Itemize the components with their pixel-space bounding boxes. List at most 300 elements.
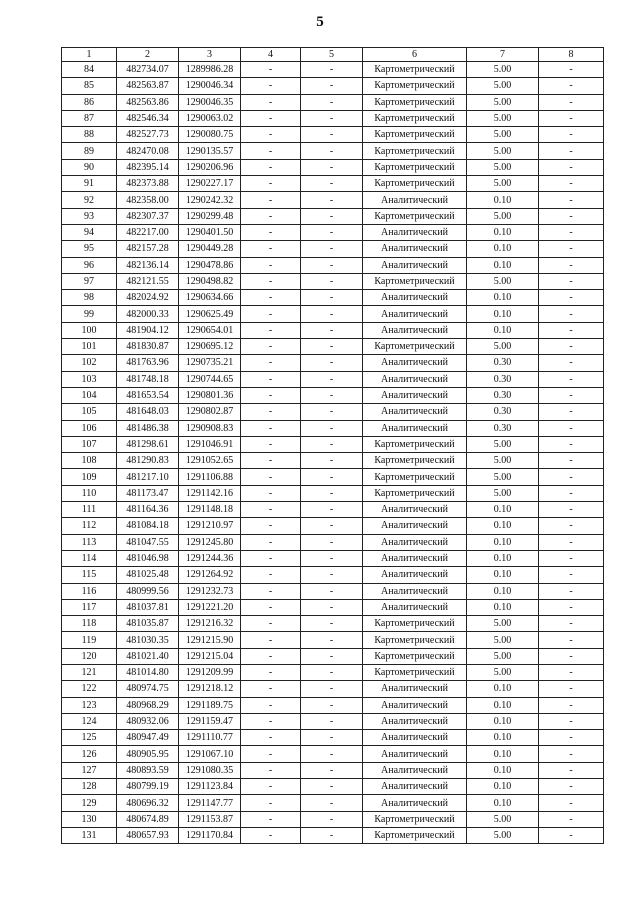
table-cell: 1291046.91	[179, 436, 241, 452]
table-row	[62, 746, 604, 762]
table-cell: -	[539, 664, 604, 680]
column-header-1: 1	[62, 48, 117, 62]
table-cell: -	[301, 143, 363, 159]
table-cell: 480905.95	[117, 746, 179, 762]
table-row	[62, 387, 604, 403]
table-cell: 88	[62, 127, 117, 143]
table-cell: 0.30	[467, 371, 539, 387]
table-cell: -	[301, 94, 363, 110]
table-cell: 481037.81	[117, 599, 179, 615]
table-cell: 482121.55	[117, 273, 179, 289]
table-cell: -	[241, 208, 301, 224]
table-cell: -	[241, 502, 301, 518]
table-cell: 0.10	[467, 762, 539, 778]
table-cell: 480932.06	[117, 713, 179, 729]
table-cell: 481648.03	[117, 404, 179, 420]
table-cell: Аналитический	[363, 290, 467, 306]
column-header-3: 3	[179, 48, 241, 62]
table-cell: Аналитический	[363, 795, 467, 811]
table-cell: -	[241, 110, 301, 126]
table-cell: 481164.36	[117, 502, 179, 518]
table-cell: 1290206.96	[179, 159, 241, 175]
table-cell: -	[539, 78, 604, 94]
table-cell: 1290299.48	[179, 208, 241, 224]
table-cell: -	[539, 159, 604, 175]
table-cell: -	[241, 550, 301, 566]
table-cell: 482136.14	[117, 257, 179, 273]
table-row	[62, 664, 604, 680]
table-cell: -	[301, 420, 363, 436]
table-cell: 1291245.80	[179, 534, 241, 550]
table-cell: 481763.96	[117, 355, 179, 371]
table-cell: -	[539, 273, 604, 289]
table-cell: 5.00	[467, 827, 539, 843]
table-cell: 480674.89	[117, 811, 179, 827]
table-cell: -	[241, 404, 301, 420]
table-row	[62, 697, 604, 713]
table-cell: -	[241, 420, 301, 436]
table-row	[62, 827, 604, 843]
table-cell: -	[241, 697, 301, 713]
table-cell: -	[539, 730, 604, 746]
table-cell: Картометрический	[363, 339, 467, 355]
table-cell: Картометрический	[363, 827, 467, 843]
table-cell: 480657.93	[117, 827, 179, 843]
table-cell: -	[301, 290, 363, 306]
table-cell: 105	[62, 404, 117, 420]
table-cell: 1291244.36	[179, 550, 241, 566]
table-cell: 1291052.65	[179, 453, 241, 469]
table-cell: 0.10	[467, 779, 539, 795]
table-cell: 130	[62, 811, 117, 827]
table-cell: -	[301, 713, 363, 729]
table-cell: Аналитический	[363, 697, 467, 713]
table-cell: 481084.18	[117, 518, 179, 534]
table-cell: 482470.08	[117, 143, 179, 159]
table-cell: 480893.59	[117, 762, 179, 778]
table-cell: 1290449.28	[179, 241, 241, 257]
table-cell: 481046.98	[117, 550, 179, 566]
table-cell: -	[301, 306, 363, 322]
table-cell: 125	[62, 730, 117, 746]
table-cell: -	[539, 697, 604, 713]
table-cell: -	[301, 208, 363, 224]
table-cell: -	[539, 436, 604, 452]
table-cell: 481030.35	[117, 632, 179, 648]
table-cell: 115	[62, 567, 117, 583]
table-cell: 124	[62, 713, 117, 729]
table-cell: 5.00	[467, 159, 539, 175]
table-cell: -	[241, 746, 301, 762]
table-cell: 1290654.01	[179, 322, 241, 338]
table-cell: 480974.75	[117, 681, 179, 697]
table-cell: 128	[62, 779, 117, 795]
table-cell: -	[301, 436, 363, 452]
table-row	[62, 713, 604, 729]
table-cell: Картометрический	[363, 632, 467, 648]
table-cell: Картометрический	[363, 436, 467, 452]
table-cell: 481653.54	[117, 387, 179, 403]
table-cell: Картометрический	[363, 811, 467, 827]
table-cell: Аналитический	[363, 387, 467, 403]
table-cell: -	[539, 224, 604, 240]
table-row	[62, 306, 604, 322]
table-row	[62, 127, 604, 143]
table-cell: Аналитический	[363, 322, 467, 338]
table-row	[62, 681, 604, 697]
table-row	[62, 469, 604, 485]
table-cell: 104	[62, 387, 117, 403]
table-cell: 1291216.32	[179, 616, 241, 632]
table-cell: 482358.00	[117, 192, 179, 208]
table-cell: -	[539, 176, 604, 192]
table-row	[62, 811, 604, 827]
page-number: 5	[316, 14, 324, 30]
table-cell: -	[241, 306, 301, 322]
table-cell: -	[539, 257, 604, 273]
table-cell: 481298.61	[117, 436, 179, 452]
table-cell: -	[539, 632, 604, 648]
table-cell: 99	[62, 306, 117, 322]
column-header-2: 2	[117, 48, 179, 62]
table-cell: -	[539, 713, 604, 729]
table-row	[62, 208, 604, 224]
table-cell: Аналитический	[363, 779, 467, 795]
table-cell: -	[241, 273, 301, 289]
table-cell: 1291215.90	[179, 632, 241, 648]
table-cell: -	[301, 469, 363, 485]
table-cell: 5.00	[467, 664, 539, 680]
table-row	[62, 436, 604, 452]
table-cell: 122	[62, 681, 117, 697]
table-cell: -	[539, 469, 604, 485]
table-cell: Картометрический	[363, 208, 467, 224]
table-cell: -	[241, 762, 301, 778]
table-cell: Аналитический	[363, 599, 467, 615]
table-row	[62, 599, 604, 615]
table-cell: 127	[62, 762, 117, 778]
table-cell: -	[241, 632, 301, 648]
table-cell: 0.10	[467, 583, 539, 599]
table-cell: 107	[62, 436, 117, 452]
table-cell: 0.10	[467, 306, 539, 322]
table-cell: -	[241, 339, 301, 355]
table-cell: 481035.87	[117, 616, 179, 632]
table-row	[62, 648, 604, 664]
table-cell: -	[539, 355, 604, 371]
table-cell: 119	[62, 632, 117, 648]
table-cell: -	[539, 94, 604, 110]
table-cell: -	[539, 322, 604, 338]
table-cell: 5.00	[467, 273, 539, 289]
table-cell: -	[241, 371, 301, 387]
table-cell: 5.00	[467, 648, 539, 664]
table-row	[62, 273, 604, 289]
table-cell: 482563.87	[117, 78, 179, 94]
table-cell: -	[539, 518, 604, 534]
table-cell: 5.00	[467, 453, 539, 469]
table-cell: 481025.48	[117, 567, 179, 583]
table-cell: 102	[62, 355, 117, 371]
table-cell: 1291148.18	[179, 502, 241, 518]
table-cell: -	[241, 62, 301, 78]
table-cell: 0.10	[467, 518, 539, 534]
table-cell: 481486.38	[117, 420, 179, 436]
table-cell: -	[241, 224, 301, 240]
table-cell: Аналитический	[363, 224, 467, 240]
table-cell: -	[241, 355, 301, 371]
table-cell: 481173.47	[117, 485, 179, 501]
table-cell: 0.30	[467, 355, 539, 371]
table-cell: 481904.12	[117, 322, 179, 338]
table-cell: 482157.28	[117, 241, 179, 257]
table-cell: 0.10	[467, 224, 539, 240]
table-row	[62, 257, 604, 273]
table-row	[62, 420, 604, 436]
table-cell: Аналитический	[363, 746, 467, 762]
table-cell: Аналитический	[363, 371, 467, 387]
table-row	[62, 94, 604, 110]
table-cell: -	[241, 730, 301, 746]
table-cell: -	[241, 143, 301, 159]
table-cell: Картометрический	[363, 78, 467, 94]
table-cell: -	[539, 387, 604, 403]
table-cell: -	[539, 811, 604, 827]
table-row	[62, 502, 604, 518]
table-cell: -	[241, 713, 301, 729]
column-header-7: 7	[467, 48, 539, 62]
table-cell: Картометрический	[363, 273, 467, 289]
table-cell: 1291159.47	[179, 713, 241, 729]
table-cell: -	[241, 567, 301, 583]
table-cell: -	[301, 257, 363, 273]
table-cell: -	[301, 681, 363, 697]
table-cell: 95	[62, 241, 117, 257]
table-cell: -	[241, 257, 301, 273]
table-cell: Картометрический	[363, 127, 467, 143]
table-cell: 1291209.99	[179, 664, 241, 680]
table-cell: -	[241, 664, 301, 680]
table-cell: 1291080.35	[179, 762, 241, 778]
table-cell: 482000.33	[117, 306, 179, 322]
table-cell: 0.10	[467, 534, 539, 550]
table-row	[62, 567, 604, 583]
table-cell: 0.10	[467, 290, 539, 306]
table-cell: 482024.92	[117, 290, 179, 306]
table-cell: -	[301, 534, 363, 550]
table-row	[62, 534, 604, 550]
table-cell: 1291147.77	[179, 795, 241, 811]
table-row	[62, 779, 604, 795]
table-cell: 1291153.87	[179, 811, 241, 827]
table-cell: 1290046.35	[179, 94, 241, 110]
table-cell: -	[539, 143, 604, 159]
column-header-8: 8	[539, 48, 604, 62]
table-cell: -	[241, 78, 301, 94]
table-cell: 0.10	[467, 697, 539, 713]
table-cell: 123	[62, 697, 117, 713]
table-cell: 92	[62, 192, 117, 208]
table-cell: Аналитический	[363, 306, 467, 322]
table-cell: -	[301, 730, 363, 746]
table-cell: 1290744.65	[179, 371, 241, 387]
table-cell: Картометрический	[363, 143, 467, 159]
table-cell: Аналитический	[363, 730, 467, 746]
table-row	[62, 62, 604, 78]
table-cell: 5.00	[467, 110, 539, 126]
table-cell: 1290802.87	[179, 404, 241, 420]
table-cell: -	[539, 420, 604, 436]
table-cell: Аналитический	[363, 257, 467, 273]
table-cell: 1290242.32	[179, 192, 241, 208]
table-cell: 480799.19	[117, 779, 179, 795]
table-cell: 1290227.17	[179, 176, 241, 192]
table-cell: 5.00	[467, 94, 539, 110]
column-header-5: 5	[301, 48, 363, 62]
table-cell: -	[539, 550, 604, 566]
table-cell: -	[539, 762, 604, 778]
table-cell: -	[241, 795, 301, 811]
table-cell: 481014.80	[117, 664, 179, 680]
table-cell: 481217.10	[117, 469, 179, 485]
table-cell: -	[241, 159, 301, 175]
table-cell: 1290908.83	[179, 420, 241, 436]
table-cell: 1290634.66	[179, 290, 241, 306]
table-cell: 1291232.73	[179, 583, 241, 599]
table-cell: 116	[62, 583, 117, 599]
table-cell: -	[241, 485, 301, 501]
table-cell: -	[539, 779, 604, 795]
table-cell: 0.10	[467, 257, 539, 273]
table-cell: 1291264.92	[179, 567, 241, 583]
table-cell: Картометрический	[363, 616, 467, 632]
table-cell: 5.00	[467, 436, 539, 452]
table-cell: -	[241, 453, 301, 469]
table-row	[62, 339, 604, 355]
table-cell: -	[301, 616, 363, 632]
table-cell: Аналитический	[363, 404, 467, 420]
table-row	[62, 730, 604, 746]
table-header-row	[62, 48, 604, 62]
table-cell: 89	[62, 143, 117, 159]
table-cell: -	[301, 78, 363, 94]
table-cell: 5.00	[467, 616, 539, 632]
table-cell: 482563.86	[117, 94, 179, 110]
table-cell: -	[539, 339, 604, 355]
table-cell: 97	[62, 273, 117, 289]
table-cell: -	[539, 127, 604, 143]
table-cell: Аналитический	[363, 355, 467, 371]
table-cell: 1290135.57	[179, 143, 241, 159]
table-cell: 1289986.28	[179, 62, 241, 78]
table-row	[62, 143, 604, 159]
table-cell: -	[241, 241, 301, 257]
table-cell: -	[539, 681, 604, 697]
table-cell: -	[539, 599, 604, 615]
table-cell: -	[301, 453, 363, 469]
table-cell: -	[301, 550, 363, 566]
table-cell: -	[301, 811, 363, 827]
table-cell: -	[539, 306, 604, 322]
table-cell: 117	[62, 599, 117, 615]
table-cell: -	[241, 616, 301, 632]
table-cell: -	[301, 159, 363, 175]
table-cell: 1291067.10	[179, 746, 241, 762]
table-cell: 5.00	[467, 811, 539, 827]
table-cell: -	[301, 176, 363, 192]
table-cell: 94	[62, 224, 117, 240]
table-row	[62, 518, 604, 534]
table-cell: 120	[62, 648, 117, 664]
table-cell: 91	[62, 176, 117, 192]
table-cell: 0.30	[467, 404, 539, 420]
table-cell: 110	[62, 485, 117, 501]
table-cell: -	[301, 632, 363, 648]
table-cell: 482395.14	[117, 159, 179, 175]
table-cell: 5.00	[467, 469, 539, 485]
table-cell: 114	[62, 550, 117, 566]
table-cell: -	[241, 387, 301, 403]
table-cell: 131	[62, 827, 117, 843]
table-cell: 5.00	[467, 339, 539, 355]
table-cell: Аналитический	[363, 567, 467, 583]
table-cell: 1291210.97	[179, 518, 241, 534]
table-row	[62, 453, 604, 469]
table-cell: 87	[62, 110, 117, 126]
table-cell: 482307.37	[117, 208, 179, 224]
table-cell: 1290625.49	[179, 306, 241, 322]
table-cell: 481748.18	[117, 371, 179, 387]
table-cell: 5.00	[467, 78, 539, 94]
table-cell: 126	[62, 746, 117, 762]
table-cell: 108	[62, 453, 117, 469]
table-cell: -	[301, 583, 363, 599]
table-cell: 1290695.12	[179, 339, 241, 355]
table-cell: 1290080.75	[179, 127, 241, 143]
table-cell: Картометрический	[363, 469, 467, 485]
table-cell: -	[241, 469, 301, 485]
table-cell: 5.00	[467, 62, 539, 78]
table-cell: -	[241, 827, 301, 843]
table-cell: 482527.73	[117, 127, 179, 143]
table-cell: -	[301, 387, 363, 403]
table-cell: 1290478.86	[179, 257, 241, 273]
column-header-6: 6	[363, 48, 467, 62]
table-cell: 482546.34	[117, 110, 179, 126]
table-cell: -	[539, 485, 604, 501]
table-cell: -	[539, 616, 604, 632]
table-cell: -	[539, 795, 604, 811]
table-cell: 101	[62, 339, 117, 355]
table-row	[62, 404, 604, 420]
table-cell: -	[301, 241, 363, 257]
table-cell: 1290735.21	[179, 355, 241, 371]
table-cell: 481021.40	[117, 648, 179, 664]
table-cell: Картометрический	[363, 176, 467, 192]
table-cell: 480947.49	[117, 730, 179, 746]
table-cell: -	[301, 746, 363, 762]
table-cell: Аналитический	[363, 762, 467, 778]
table-cell: Аналитический	[363, 583, 467, 599]
table-cell: -	[301, 502, 363, 518]
table-cell: 0.10	[467, 746, 539, 762]
table-cell: -	[301, 779, 363, 795]
table-cell: 93	[62, 208, 117, 224]
table-cell: -	[241, 127, 301, 143]
table-row	[62, 192, 604, 208]
table-cell: -	[301, 127, 363, 143]
table-cell: 1290046.34	[179, 78, 241, 94]
